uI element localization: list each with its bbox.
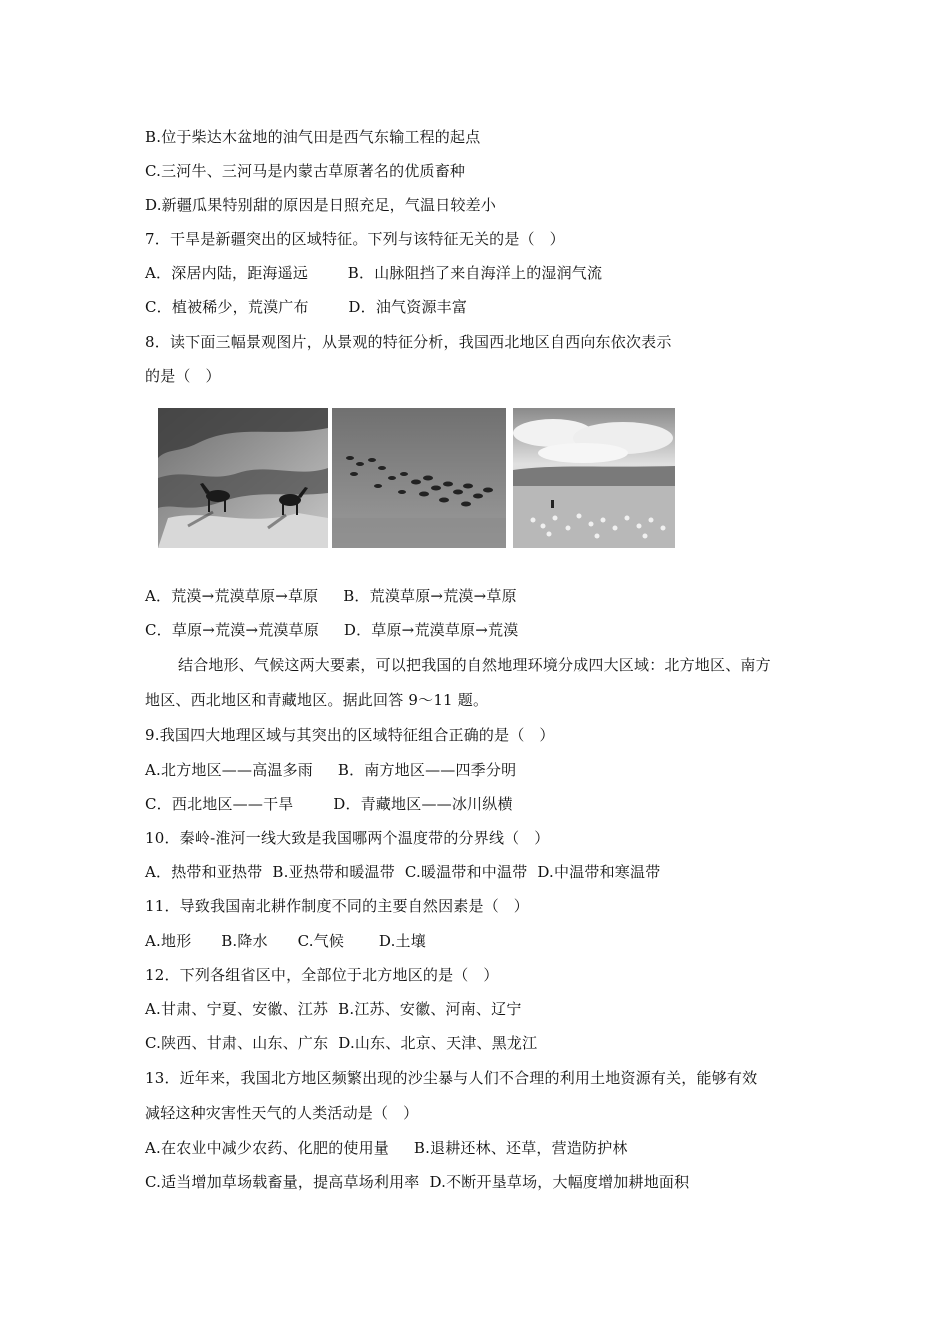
options-9-cd: C．西北地区——干旱 D．青藏地区——冰川纵横: [145, 795, 513, 813]
option-6c: C.三河牛、三河马是内蒙古草原著名的优质畜种: [145, 162, 466, 180]
question-12: 12．下列各组省区中，全部位于北方地区的是（ ）: [145, 966, 499, 984]
question-8-cont: 的是（ ）: [145, 367, 221, 385]
options-7-ab: A．深居内陆，距海遥远 B．山脉阻挡了来自海洋上的湿润气流: [145, 264, 603, 282]
question-8: 8．读下面三幅景观图片，从景观的特征分析，我国西北地区自西向东依次表示: [145, 333, 672, 351]
desert-camels-photo: [158, 408, 328, 548]
question-9: 9.我国四大地理区域与其突出的区域特征组合正确的是（ ）: [145, 726, 555, 744]
options-8-ab: A．荒漠→荒漠草原→草原 B．荒漠草原→荒漠→草原: [145, 587, 517, 605]
options-13-cd: C.适当增加草场载畜量，提高草场利用率 D.不断开垦草场，大幅度增加耕地面积: [145, 1173, 690, 1191]
option-6d: D.新疆瓜果特别甜的原因是日照充足，气温日较差小: [145, 196, 497, 214]
options-8-cd: C．草原→荒漠→荒漠草原 D．草原→荒漠草原→荒漠: [145, 621, 519, 639]
options-7-cd: C．植被稀少，荒漠广布 D．油气资源丰富: [145, 298, 468, 316]
option-6b: B.位于柴达木盆地的油气田是西气东输工程的起点: [145, 128, 481, 146]
options-9-ab: A.北方地区——高温多雨 B．南方地区——四季分明: [145, 761, 517, 779]
question-7: 7．干旱是新疆突出的区域特征。下列与该特征无关的是（ ）: [145, 230, 565, 248]
question-10: 10．秦岭-淮河一线大致是我国哪两个温度带的分界线（ ）: [145, 829, 550, 847]
options-10: A．热带和亚热带 B.亚热带和暖温带 C.暖温带和中温带 D.中温带和寒温带: [145, 863, 661, 881]
horses-grassland-photo: [332, 408, 506, 548]
passage-intro-cont: 地区、西北地区和青藏地区。据此回答 9～11 题。: [145, 691, 489, 709]
question-13: 13．近年来，我国北方地区频繁出现的沙尘暴与人们不合理的利用土地资源有关，能够有效: [145, 1069, 758, 1087]
options-11: A.地形 B.降水 C.气候 D.土壤: [145, 932, 426, 950]
question-11: 11．导致我国南北耕作制度不同的主要自然因素是（ ）: [145, 897, 529, 915]
sheep-grassland-photo: [513, 408, 675, 548]
options-13-ab: A.在农业中减少农药、化肥的使用量 B.退耕还林、还草，营造防护林: [145, 1139, 628, 1157]
options-12-ab: A.甘肃、宁夏、安徽、江苏 B.江苏、安徽、河南、辽宁: [145, 1000, 522, 1018]
landscape-photos: [158, 408, 678, 550]
passage-intro: 结合地形、气候这两大要素，可以把我国的自然地理环境分成四大区域：北方地区、南方: [178, 656, 771, 674]
options-12-cd: C.陕西、甘肃、山东、广东 D.山东、北京、天津、黑龙江: [145, 1034, 538, 1052]
question-13-cont: 减轻这种灾害性天气的人类活动是（ ）: [145, 1104, 419, 1122]
